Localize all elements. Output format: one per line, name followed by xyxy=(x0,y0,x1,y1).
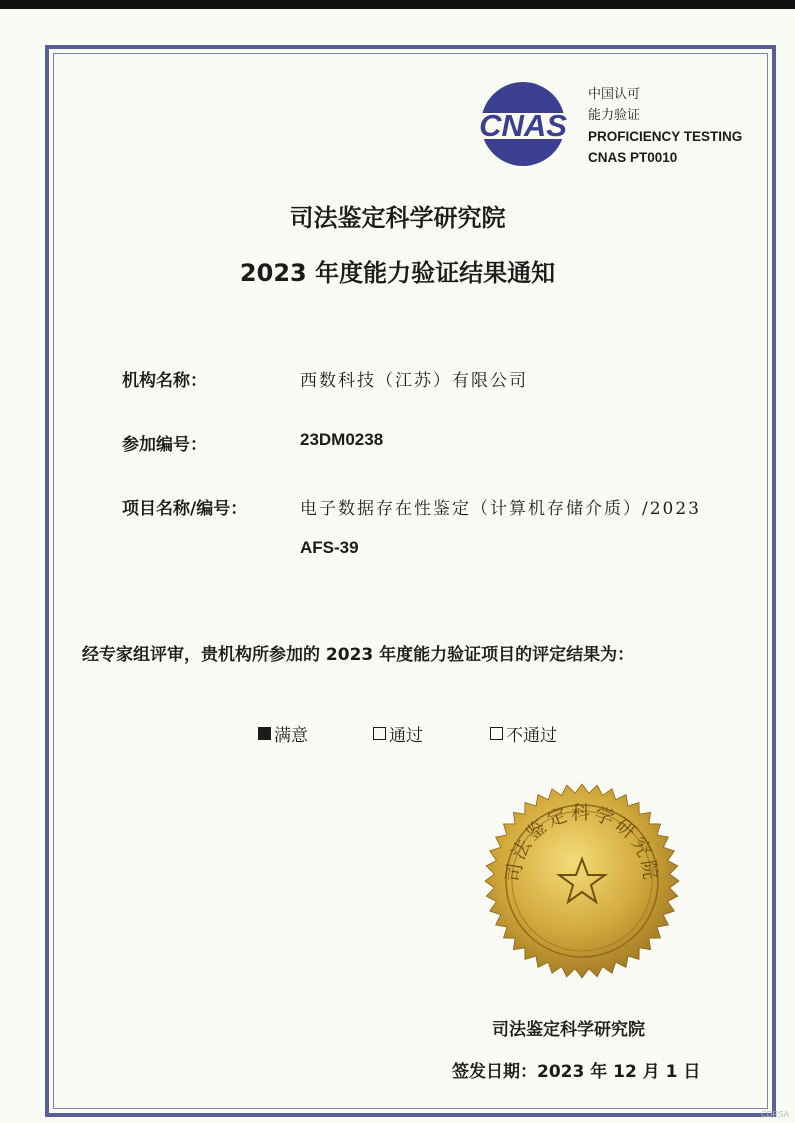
result-option-label: 满意 xyxy=(274,726,308,746)
participant-id-value: 23DM0238 xyxy=(300,430,384,449)
project-label: 项目名称/编号： xyxy=(122,499,248,519)
logo-line-1: 中国认可 xyxy=(588,87,641,102)
org-label: 机构名称： xyxy=(122,371,207,391)
checkbox-checked-icon xyxy=(258,727,271,740)
cnas-logo-text: CNAS xyxy=(479,108,567,143)
issuer-name: 司法鉴定科学研究院 xyxy=(492,1020,645,1040)
result-option-pass xyxy=(373,721,423,746)
gold-seal xyxy=(484,783,680,979)
project-value-line1: 电子数据存在性鉴定（计算机存储介质）/2023 xyxy=(300,499,701,519)
logo-line-3: PROFICIENCY TESTING xyxy=(588,129,743,144)
org-value: 西数科技（江苏）有限公司 xyxy=(300,371,528,391)
participant-id-label: 参加编号： xyxy=(122,435,207,455)
result-option-label: 通过 xyxy=(389,726,423,746)
scan-edge xyxy=(0,0,795,9)
cnas-accreditation-text xyxy=(588,84,742,168)
result-option-satisfactory xyxy=(258,721,308,746)
evaluation-statement: 经专家组评审，贵机构所参加的 2023 年度能力验证项目的评定结果为： xyxy=(82,645,635,665)
certificate-title-notice: 2023 年度能力验证结果通知 xyxy=(239,259,556,287)
checkbox-empty-icon xyxy=(490,727,503,740)
cnas-logo xyxy=(470,80,576,168)
result-option-fail xyxy=(490,721,557,746)
scan-watermark: CDRSA xyxy=(760,1110,789,1119)
logo-line-4: CNAS PT0010 xyxy=(588,150,678,165)
seal-text: 司法鉴定科学研究院 xyxy=(502,802,662,884)
result-option-label: 不通过 xyxy=(506,726,557,746)
certificate-title-institute: 司法鉴定科学研究院 xyxy=(289,204,506,232)
project-value-line2: AFS-39 xyxy=(300,538,359,557)
issue-date: 签发日期：2023 年 12 月 1 日 xyxy=(452,1062,701,1082)
logo-line-2: 能力验证 xyxy=(588,108,641,123)
checkbox-empty-icon xyxy=(373,727,386,740)
